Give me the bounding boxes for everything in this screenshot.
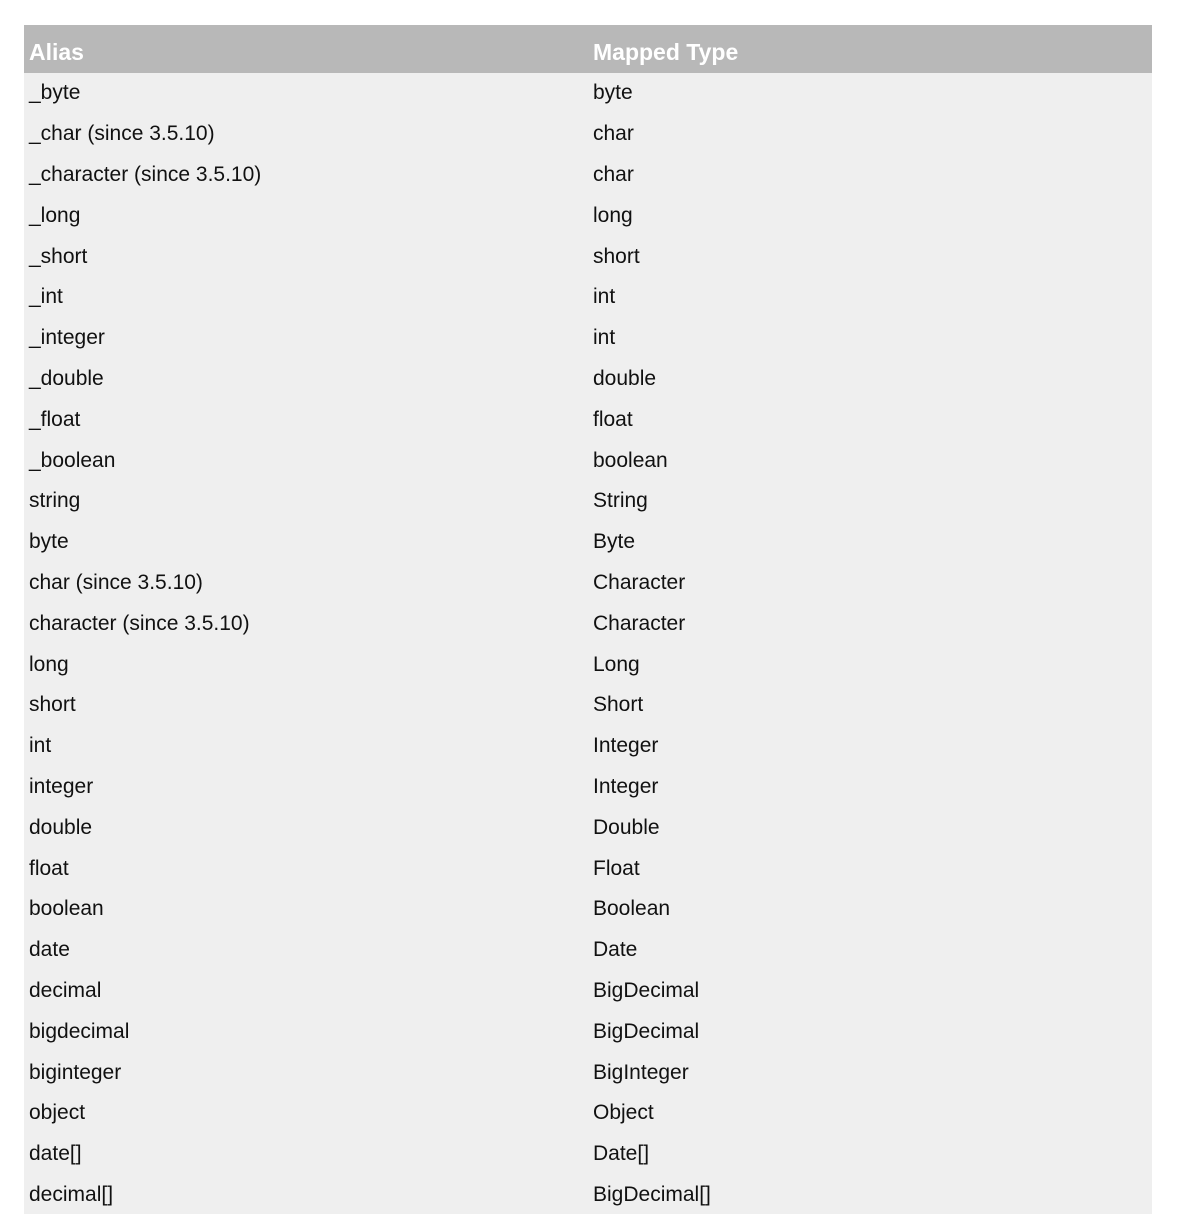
alias-cell: decimal[]	[29, 1182, 114, 1206]
alias-cell: double	[29, 815, 93, 839]
alias-cell: character (since 3.5.10)	[29, 611, 250, 635]
mapped-type-cell: Long	[593, 652, 640, 676]
alias-cell: bigdecimal	[29, 1019, 130, 1043]
alias-cell: int	[29, 734, 52, 758]
table-row	[24, 277, 1152, 318]
mapped-type-cell: Float	[593, 856, 640, 880]
alias-mapping-table	[24, 25, 1152, 1215]
mapped-type-cell: String	[593, 489, 648, 513]
alias-cell: date[]	[29, 1142, 82, 1166]
mapped-type-cell: Character	[593, 611, 686, 635]
mapped-type-cell: byte	[593, 81, 633, 105]
mapped-type-cell: char	[593, 162, 634, 186]
alias-cell: decimal	[29, 978, 102, 1002]
table-row	[24, 889, 1152, 930]
table-row	[24, 318, 1152, 359]
mapped-type-cell: long	[593, 203, 633, 227]
header-row	[24, 25, 1152, 73]
alias-cell: short	[29, 693, 76, 717]
table-row	[24, 359, 1152, 400]
mapped-type-cell: int	[593, 326, 616, 350]
alias-cell: _double	[29, 366, 104, 390]
alias-cell: _long	[29, 203, 81, 227]
mapped-type-cell: Date	[593, 938, 638, 962]
table-body	[24, 73, 1152, 1215]
alias-cell: long	[29, 652, 69, 676]
alias-cell: byte	[29, 530, 69, 554]
alias-cell: biginteger	[29, 1060, 122, 1084]
alias-cell: integer	[29, 774, 94, 798]
alias-cell: _short	[29, 244, 88, 268]
table-row	[24, 685, 1152, 726]
table-row	[24, 563, 1152, 604]
alias-cell: _float	[29, 407, 81, 431]
mapped-type-cell: Integer	[593, 734, 659, 758]
table-row	[24, 481, 1152, 522]
mapped-type-cell: BigDecimal	[593, 1019, 700, 1043]
table-row	[24, 644, 1152, 685]
mapped-type-cell: Short	[593, 693, 644, 717]
alias-cell: _boolean	[29, 448, 116, 472]
alias-cell: object	[29, 1101, 86, 1125]
table-row	[24, 807, 1152, 848]
mapped-type-cell: Double	[593, 815, 660, 839]
alias-cell: _int	[29, 285, 63, 309]
mapped-type-cell: Character	[593, 570, 686, 594]
mapped-type-cell: float	[593, 407, 633, 431]
mapped-type-cell: BigDecimal[]	[593, 1182, 711, 1206]
alias-cell: string	[29, 489, 81, 513]
table-row	[24, 440, 1152, 481]
table-row	[24, 971, 1152, 1012]
mapped-type-cell: short	[593, 244, 640, 268]
table-row	[24, 767, 1152, 808]
mapped-type-cell: double	[593, 366, 657, 390]
mapped-type-cell: BigInteger	[593, 1060, 689, 1084]
mapped-type-cell: Byte	[593, 530, 636, 554]
table-row	[24, 726, 1152, 767]
table-header	[24, 25, 1152, 73]
table-row	[24, 930, 1152, 971]
table-row	[24, 236, 1152, 277]
table-row	[24, 1052, 1152, 1093]
header-mapped-type: Mapped Type	[593, 39, 739, 65]
table-row	[24, 399, 1152, 440]
table-row	[24, 1093, 1152, 1134]
table-row	[24, 1175, 1152, 1216]
mapped-type-cell: boolean	[593, 448, 668, 472]
alias-cell: date	[29, 938, 70, 962]
mapped-type-cell: Integer	[593, 774, 659, 798]
mapped-type-cell: int	[593, 285, 616, 309]
table-row	[24, 114, 1152, 155]
mapped-type-cell: Date[]	[593, 1142, 650, 1166]
table-row	[24, 603, 1152, 644]
header-alias: Alias	[29, 39, 84, 65]
mapped-type-cell: Object	[593, 1101, 654, 1125]
alias-cell: float	[29, 856, 69, 880]
mapped-type-cell: BigDecimal	[593, 978, 700, 1002]
alias-cell: _char (since 3.5.10)	[29, 122, 215, 146]
mapped-type-cell: Boolean	[593, 897, 671, 921]
mapped-type-cell: char	[593, 122, 634, 146]
alias-cell: _integer	[29, 326, 105, 350]
alias-cell: _character (since 3.5.10)	[29, 162, 262, 186]
alias-mapping-table-container	[24, 25, 1152, 1214]
alias-cell: char (since 3.5.10)	[29, 570, 203, 594]
table-row	[24, 73, 1152, 114]
table-row	[24, 195, 1152, 236]
table-row	[24, 522, 1152, 563]
table-row	[24, 848, 1152, 889]
table-row	[24, 1011, 1152, 1052]
alias-cell: _byte	[29, 81, 81, 105]
table-row	[24, 1134, 1152, 1175]
alias-cell: boolean	[29, 897, 104, 921]
table-row	[24, 155, 1152, 196]
